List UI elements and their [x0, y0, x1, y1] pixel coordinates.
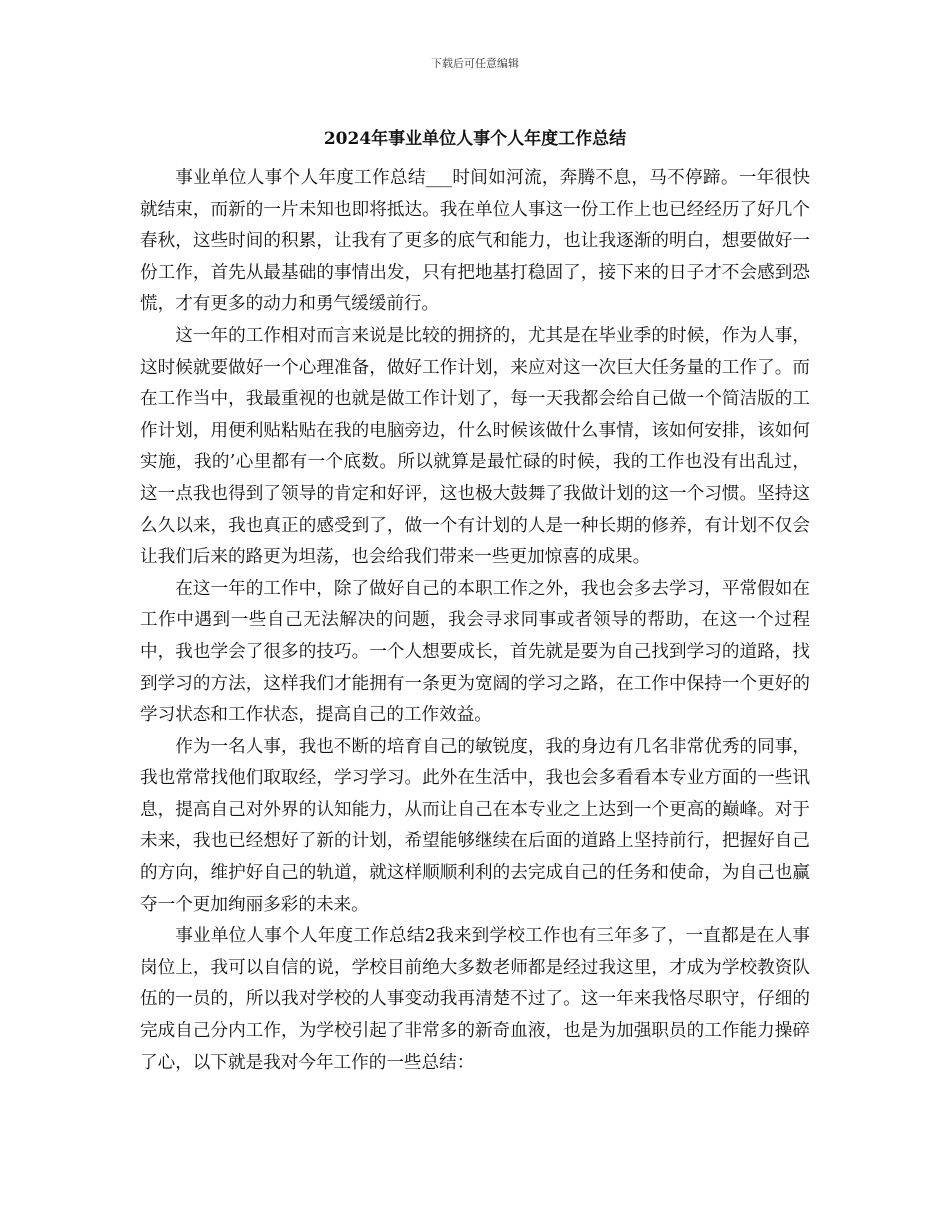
paragraph-5: 事业单位人事个人年度工作总结2我来到学校工作也有三年多了，一直都是在人事岗位上，我可以自信的说，学校目前绝大多数老师都是经过我这里，才成为学校教资队伍的一员的，所以我对学校的人事变动我再清楚不过了。这一年来我恪尽职守，仔细的完成自己分内工作，为学校引起了非常多的新奇血液，也是为加强职员的工作能力操碎了心，以下就是我对今年工作的一些总结：: [140, 926, 810, 1073]
document-body: [140, 163, 810, 1079]
paragraph-4: 作为一名人事，我也不断的培育自己的敏锐度，我的身边有几名非常优秀的同事，我也常常找他们取取经，学习学习。此外在生活中，我也会多看看本专业方面的一些讯息，提高自己对外界的认知能力，从而让自己在本专业之上达到一个更高的巅峰。对于未来，我也已经想好了新的计划，希望能够继续在后面的道路上坚持前行，把握好自己的方向，维护好自己的轨道，就这样顺顺利利的去完成自己的任务和使命，为自己也赢夺一个更加绚丽多彩的未来。: [140, 736, 810, 915]
paragraph-1: 事业单位人事个人年度工作总结___时间如河流，奔腾不息，马不停蹄。一年很快就结束，而新的一片未知也即将抵达。我在单位人事这一份工作上也已经经历了好几个春秋，这些时间的积累，让我有了更多的底气和能力，也让我逐渐的明白，想要做好一份工作，首先从最基础的事情出发，只有把地基打稳固了，接下来的日子才不会感到恐慌，才有更多的动力和勇气缓缓前行。: [140, 168, 810, 315]
paragraph-2: 这一年的工作相对而言来说是比较的拥挤的，尤其是在毕业季的时候，作为人事，这时候就要做好一个心理准备，做好工作计划，来应对这一次巨大任务量的工作了。而在工作当中，我最重视的也就是做工作计划了，每一天我都会给自己做一个简洁版的工作计划，用便利贴粘贴在我的电脑旁边，什么时候该做什么事情，该如何安排，该如何实施，我的’心里都有一个底数。所以就算是最忙碌的时候，我的工作也没有出乱过，这一点我也得到了领导的肯定和好评，这也极大鼓舞了我做计划的这一个习惯。坚持这么久以来，我也真正的感受到了，做一个有计划的人是一种长期的修养，有计划不仅会让我们后来的路更为坦荡，也会给我们带来一些更加惊喜的成果。: [140, 325, 810, 568]
header-note: 下载后可任意编辑: [431, 57, 519, 70]
paragraph-3: 在这一年的工作中，除了做好自己的本职工作之外，我也会多去学习，平常假如在工作中遇到一些自己无法解决的问题，我会寻求同事或者领导的帮助，在这一个过程中，我也学会了很多的技巧。一个人想要成长，首先就是要为自己找到学习的道路，找到学习的方法，这样我们才能拥有一条更为宽阔的学习之路，在工作中保持一个更好的学习状态和工作状态，提高自己的工作效益。: [140, 578, 810, 726]
document-title: 2024年事业单位人事个人年度工作总结: [323, 129, 627, 149]
